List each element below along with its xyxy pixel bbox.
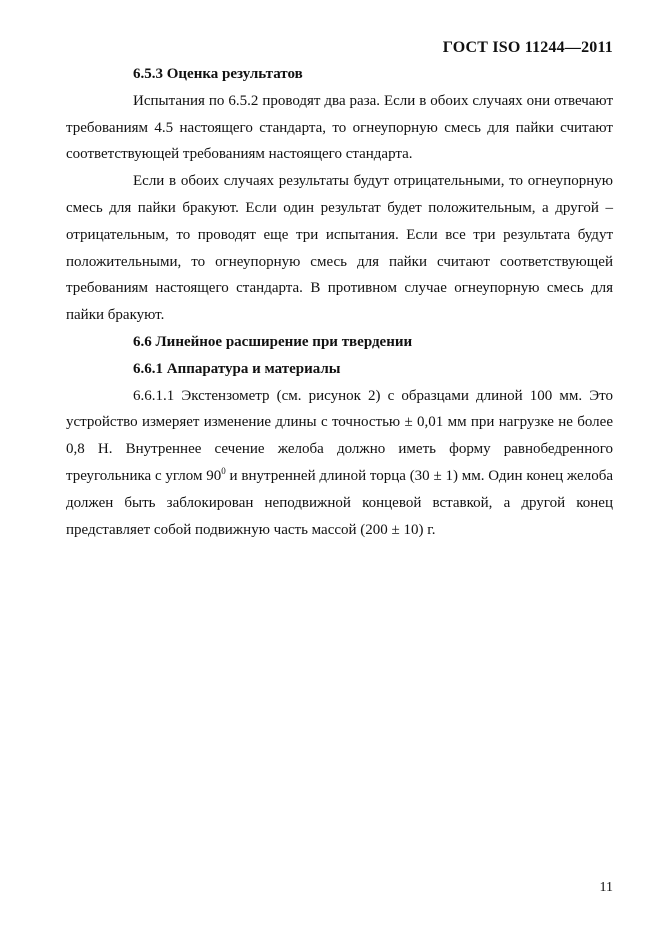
section-6-6-1-1-paragraph bbox=[66, 383, 613, 544]
section-6-5-3-paragraph-2: Если в обоих случаях результаты будут отрицательными, то огнеупорную смесь для пайки бракуют. Если один результат будет положительным, а другой – отрицательным, то проводят еще три испытания. Если все три результата будут положительными, то огнеупорную смесь для пайки считают соответствующей требованиям настоящего стандарта. В противном случае огнеупорную смесь для пайки бракуют. bbox=[66, 173, 613, 324]
section-6-6-1-1-text-part-2: и внутренней длиной торца (30 ± 1) мм. Один конец желоба должен быть заблокирован неподвижной концевой вставкой, а другой конец представляет собой подвижную часть массой (200 ± 10) г. bbox=[66, 467, 613, 538]
section-6-5-3-title: 6.5.3 Оценка результатов bbox=[133, 66, 303, 82]
page-number: 11 bbox=[599, 880, 613, 895]
degree-superscript: 0 bbox=[221, 465, 226, 476]
section-6-6-1-1-text-part-1: 6.6.1.1 Экстензометр (см. рисунок 2) с образцами длиной 100 мм. Это устройство измеряет изменение длины с точностью ± 0,01 мм при нагрузке не более 0,8 Н. Внутреннее сечение желоба должно иметь форму равнобедренного треугольника с углом 90 bbox=[66, 387, 613, 484]
section-6-6-1-title: 6.6.1 Аппаратура и материалы bbox=[133, 360, 341, 377]
standard-header: ГОСТ ISO 11244—2011 bbox=[442, 39, 613, 56]
document-body bbox=[66, 61, 613, 543]
section-6-6-title: 6.6 Линейное расширение при твердении bbox=[133, 333, 413, 350]
section-6-5-3-paragraph-1: Испытания по 6.5.2 проводят два раза. Если в обоих случаях они отвечают требованиям 4.5 настоящего стандарта, то огнеупорную смесь для пайки считают соответствующей требованиям настоящего стандарта. bbox=[66, 92, 613, 163]
